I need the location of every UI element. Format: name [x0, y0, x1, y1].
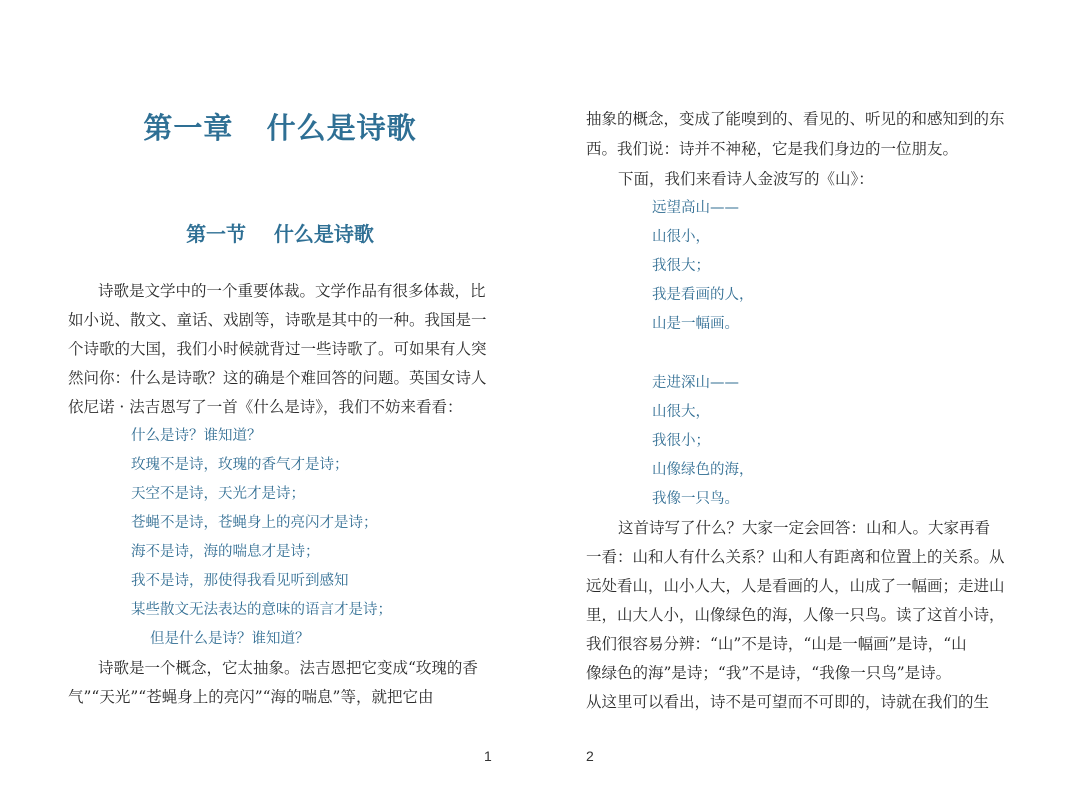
- right-page: [540, 0, 1080, 810]
- poem-line: 走进深山——: [652, 375, 739, 391]
- poem-line: 我像一只鸟。: [652, 491, 739, 507]
- text-line: 这首诗写了什么？大家一定会回答：山和人。大家再看: [618, 519, 991, 537]
- text-line: 然问你：什么是诗歌？这的确是个难回答的问题。英国女诗人: [68, 369, 487, 387]
- text-line: 远处看山，山小人大，人是看画的人，山成了一幅画；走进山: [586, 577, 1005, 595]
- chapter-title: 第一章 什么是诗歌: [143, 111, 417, 145]
- poem-line: 玫瑰不是诗，玫瑰的香气才是诗；: [131, 457, 349, 473]
- page-number: 2: [586, 748, 594, 764]
- poem-line: 天空不是诗，天光才是诗；: [131, 486, 305, 502]
- text-line: 如小说、散文、童话、戏剧等，诗歌是其中的一种。我国是一: [68, 311, 487, 329]
- text-line: 依尼诺 · 法吉恩写了一首《什么是诗》，我们不妨来看看：: [68, 398, 463, 416]
- poem-line: 山是一幅画。: [652, 316, 739, 332]
- poem-line: 山很大，: [652, 404, 710, 420]
- poem-line: 某些散文无法表达的意味的语言才是诗；: [131, 602, 392, 618]
- poem-line: 我不是诗，那使得我看见听到感知: [131, 573, 349, 589]
- poem-line: 山很小，: [652, 229, 710, 245]
- poem-line: 我很大；: [652, 258, 710, 274]
- text-line: 从这里可以看出，诗不是可望而不可即的，诗就在我们的生: [586, 693, 990, 711]
- poem-line: 我是看画的人，: [652, 287, 754, 303]
- text-line: 抽象的概念，变成了能嗅到的、看见的、听见的和感知到的东: [586, 110, 1005, 128]
- text-line: 个诗歌的大国，我们小时候就背过一些诗歌了。可如果有人突: [68, 340, 487, 358]
- text-line: 气”“天光”“苍蝇身上的亮闪”“海的喘息”等，就把它由: [68, 688, 434, 706]
- poem-line: 什么是诗？谁知道？: [131, 428, 262, 444]
- poem-line: 海不是诗，海的喘息才是诗；: [131, 544, 320, 560]
- text-line: 西。我们说：诗并不神秘，它是我们身边的一位朋友。: [586, 140, 959, 158]
- text-line: 像绿色的海”是诗；“我”不是诗，“我像一只鸟”是诗。: [586, 664, 952, 682]
- poem-line: 苍蝇不是诗，苍蝇身上的亮闪才是诗；: [131, 515, 378, 531]
- text-line: 一看：山和人有什么关系？山和人有距离和位置上的关系。从: [586, 548, 1005, 566]
- poem-line: 但是什么是诗？谁知道？: [150, 631, 310, 647]
- page-number: 1: [484, 748, 492, 764]
- text-line: 诗歌是文学中的一个重要体裁。文学作品有很多体裁，比: [98, 282, 486, 300]
- poem-line: 远望高山——: [652, 200, 739, 216]
- poem-line: 山像绿色的海，: [652, 462, 754, 478]
- text-line: 我们很容易分辨：“山”不是诗，“山是一幅画”是诗，“山: [586, 635, 967, 653]
- text-line: 诗歌是一个概念，它太抽象。法吉恩把它变成“玫瑰的香: [98, 659, 478, 677]
- text-line: 里，山大人小，山像绿色的海，人像一只鸟。读了这首小诗，: [586, 606, 1005, 624]
- section-title: 第一节 什么是诗歌: [186, 222, 374, 246]
- text-line: 下面，我们来看诗人金波写的《山》：: [618, 170, 874, 188]
- poem-line: 我很小；: [652, 433, 710, 449]
